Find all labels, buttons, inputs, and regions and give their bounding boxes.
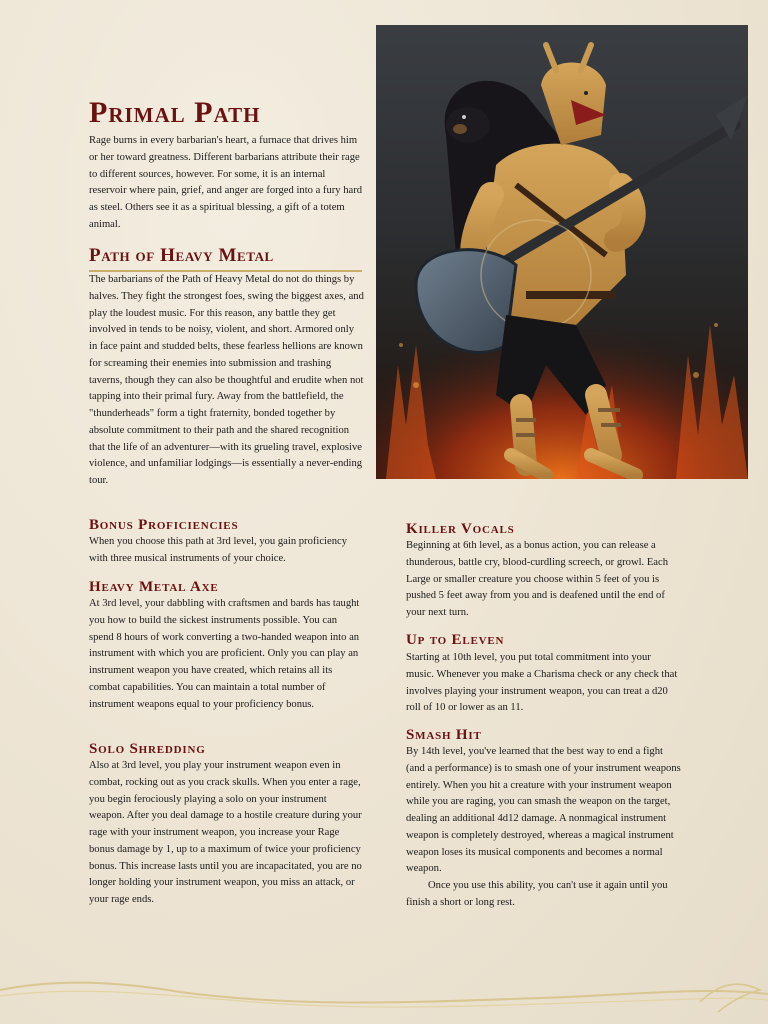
path-heading: Path of Heavy Metal <box>89 245 362 272</box>
solo-shredding-heading: Solo Shredding <box>89 741 206 757</box>
bonus-proficiencies-heading: Bonus Proficiencies <box>89 517 239 533</box>
up-to-eleven-text: Starting at 10th level, you put total commitment into your music. Whenever you make a Charisma check or any check that involves playing your instrument weapon, you can treat a d20 roll of 10 or lower as an 11. <box>406 652 678 714</box>
solo-shredding-text: Also at 3rd level, you play your instrument weapon even in combat, rocking out as you crack skulls. When you enter a rage, you begin ferociously playing a solo on your instrument weapon. After you deal damage to a hostile creature during your rage with your instrument weapon, you increase your Rage bonus damage by 1, up to a maximum of twice your proficiency bonus. This increase lasts until you are incapacitated, you are no longer holding your instrument weapon, you miss an attack, or your rage ends. <box>89 760 362 905</box>
bonus-proficiencies-text: When you choose this path at 3rd level, you gain proficiency with three musical instruments of your choice. <box>89 536 348 564</box>
killer-vocals-heading: Killer Vocals <box>406 521 515 537</box>
intro-paragraph: Rage burns in every barbarian's heart, a furnace that drives him or her toward greatness. Different barbarians attribute their rage to different sources, however. For some, it is an internal reservoir where pain, grief, and anger are forged into a fury hard as steel. Others see it as a spiritual blessing, a gift of a totem animal. <box>89 135 363 230</box>
smash-hit-heading: Smash Hit <box>406 727 482 743</box>
decorative-footer-border-icon <box>0 972 768 1024</box>
heavy-metal-axe-heading: Heavy Metal Axe <box>89 579 219 595</box>
smash-hit-text: By 14th level, you've learned that the best way to end a fight (and a performance) is to smash one of your instrument weapons entirely. When you hit a creature with your instrument weapon while you are raging, you can smash the weapon on the target, dealing an additional 4d12 damage. A nonmagical instrument weapon is completely destroyed, whereas a magical instrument weapon loses its musical components and becomes a normal weapon. <box>406 746 681 875</box>
killer-vocals-text: Beginning at 6th level, as a bonus action, you can release a thunderous, battle cry, blood-curdling screech, or growl. Each Large or smaller creature you choose within 5 feet of you is pushed 5 feet away from you and is deafened until the end of your next turn. <box>406 540 669 618</box>
path-description: The barbarians of the Path of Heavy Metal do not do things by halves. They fight the strongest foes, swing the biggest axes, and play the loudest music. For this reason, any battle they get involved in tends to be noisy, violent, and short. Armored only in face paint and studded belts, these fearless hellions are known for screaming their enemies into submission and trashing taverns, though they can also be thoughtful and erudite when not tapping into their primal fury. Away from the battlefield, the "thunderheads" form a tight fraternity, bonded together by absolute commitment to their path and the shared recognition that the life of an adventurer—with its grueling travel, explosive violence, and unfamiliar lodgings—is essentially a never-ending tour. <box>89 274 364 486</box>
smash-hit-text-2: Once you use this ability, you can't use it again until you finish a short or long rest. <box>406 880 668 908</box>
heavy-metal-axe-text: At 3rd level, your dabbling with craftsmen and bards has taught you how to build the sickest instruments possible. You can spend 8 hours of work converting a two-handed weapon into an instrument with which you are proficient. Only you can play an instrument weapon you have created, which retains all its combat capabilities. You can maintain a total number of instrument weapons equal to your proficiency bonus. <box>89 598 360 710</box>
page-title: Primal Path <box>89 96 261 129</box>
up-to-eleven-heading: Up to Eleven <box>406 632 505 648</box>
dragonborn-barbarian-with-axe-guitar-illustration <box>376 25 748 479</box>
